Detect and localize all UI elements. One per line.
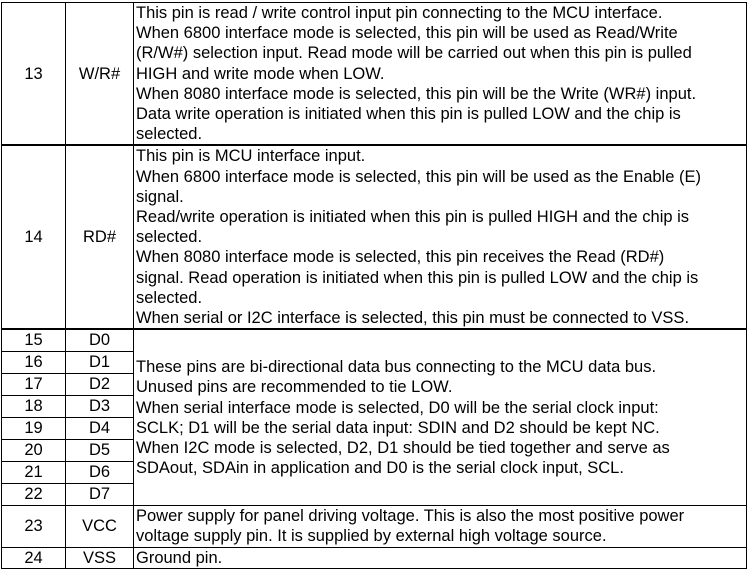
pin-name: W/R# [66,3,134,146]
pin-number: 19 [2,418,66,440]
description-line: When I2C mode is selected, D2, D1 should be tied together and serve as [136,438,670,457]
table-row [2,3,747,146]
pin-number: 23 [2,506,66,547]
pin-name: D0 [66,329,134,352]
table-row [2,547,747,568]
description-line: This pin is MCU interface input. [136,147,366,166]
description-line: selected. [136,288,203,307]
pin-description [134,547,747,568]
data-bus-description [134,329,747,506]
pin-number: 17 [2,374,66,396]
pin-name: VCC [66,506,134,547]
pin-number: 13 [2,3,66,146]
pin-number: 16 [2,352,66,374]
description-line: These pins are bi-directional data bus connecting to the MCU data bus. [136,358,657,377]
pin-number: 18 [2,396,66,418]
description-line: When 8080 interface mode is selected, this pin receives the Read (RD#) [136,248,665,267]
pin-number: 14 [2,145,66,329]
description-line: Read/write operation is initiated when this pin is pulled HIGH and the chip is [136,208,690,227]
description-line: Data write operation is initiated when this pin is pulled LOW and the chip is [136,105,681,124]
pin-number: 20 [2,440,66,462]
pin-name: D5 [66,440,134,462]
description-line: SDAout, SDAin in application and D0 is the serial clock input, SCL. [136,459,624,478]
pin-description-table [1,2,747,569]
pin-name: D2 [66,374,134,396]
description-line: Power supply for panel driving voltage. This is also the most positive power [136,507,685,526]
pin-description [134,506,747,547]
pin-name: RD# [66,145,134,329]
description-line: signal. Read operation is initiated when this pin is pulled LOW and the chip is [136,268,699,287]
description-line: Unused pins are recommended to tie LOW. [136,378,453,397]
description-line: When 6800 interface mode is selected, this pin will be used as the Enable (E) [136,167,701,186]
pin-name: D4 [66,418,134,440]
description-line: When 8080 interface mode is selected, this pin will be the Write (WR#) input. [136,84,697,103]
description-line: This pin is read / write control input pin connecting to the MCU interface. [136,4,663,22]
table-row [2,145,747,329]
pin-name: D1 [66,352,134,374]
pin-number: 15 [2,329,66,352]
table-row [2,329,747,352]
description-line: selected. [136,125,203,144]
pin-number: 21 [2,462,66,484]
description-line: When 6800 interface mode is selected, this pin will be used as Read/Write [136,24,678,43]
table-row [2,506,747,547]
description-line: When serial or I2C interface is selected, this pin must be connected to VSS. [136,309,690,328]
pin-name: VSS [66,547,134,568]
description-line: When serial interface mode is selected, D0 will be the serial clock input: [136,398,659,417]
pin-description [134,3,747,146]
pin-name: D3 [66,396,134,418]
description-line: signal. [136,187,184,206]
pin-name: D7 [66,484,134,506]
description-line: voltage supply pin. It is supplied by external high voltage source. [136,527,607,546]
pin-number: 22 [2,484,66,506]
pin-number: 24 [2,547,66,568]
description-line: selected. [136,228,203,247]
pin-name: D6 [66,462,134,484]
description-line: Ground pin. [136,548,223,567]
description-line: HIGH and write mode when LOW. [136,64,385,83]
description-line: (R/W#) selection input. Read mode will be carried out when this pin is pulled [136,44,692,63]
description-line: SCLK; D1 will be the serial data input: SDIN and D2 should be kept NC. [136,418,660,437]
pin-description [134,145,747,329]
